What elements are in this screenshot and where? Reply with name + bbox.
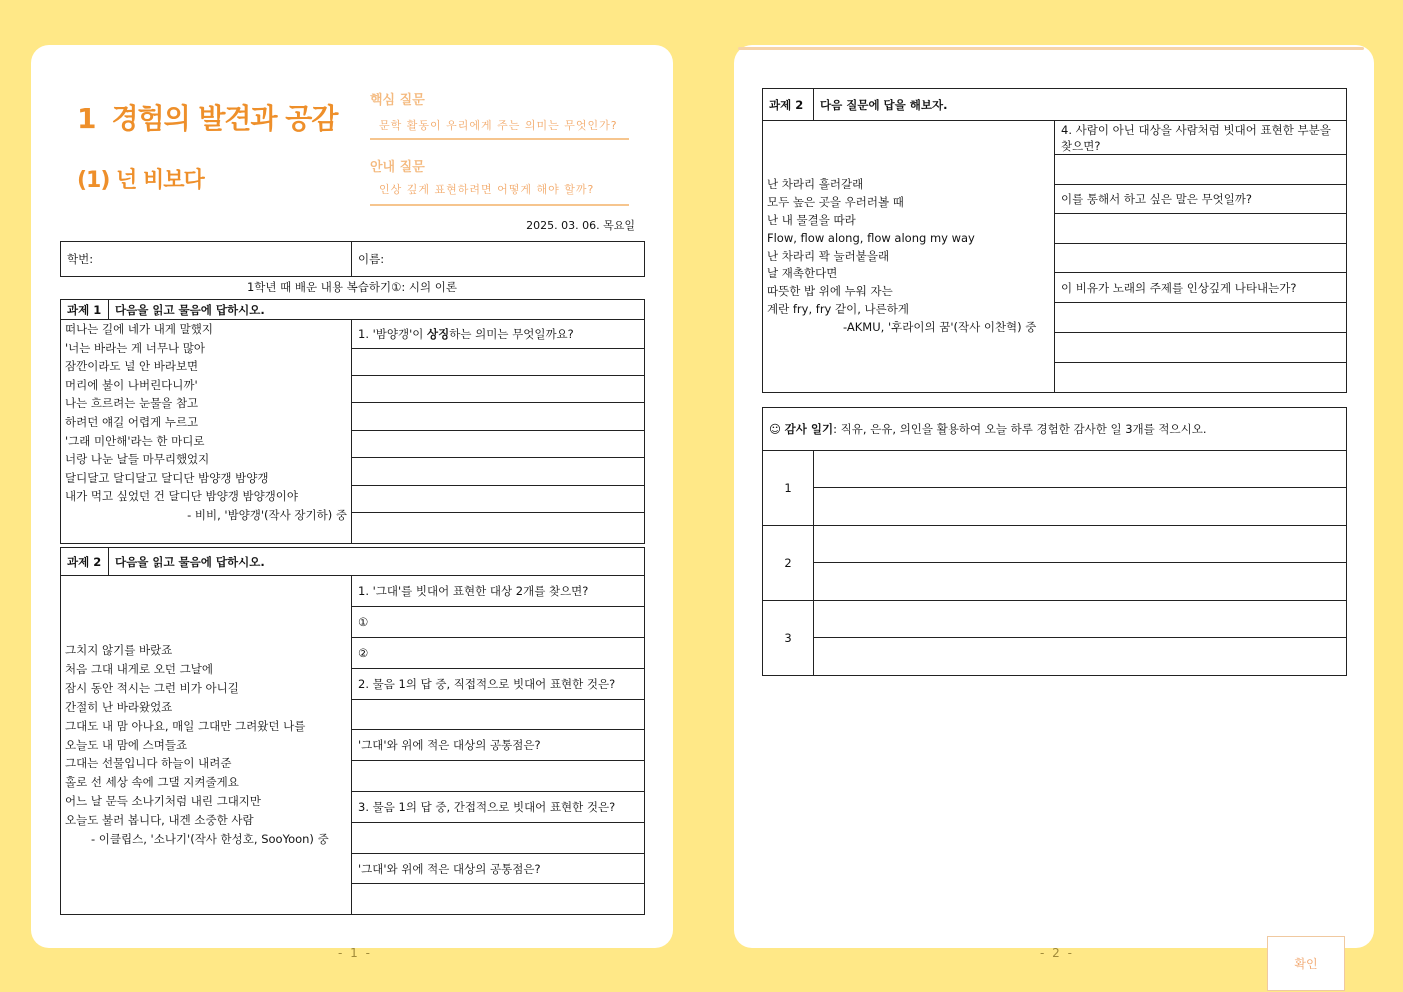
poem-line: 오늘도 불러 봅니다, 내겐 소중한 사람 (65, 813, 254, 828)
answer-mark-1[interactable]: ① (352, 607, 645, 638)
answer-line[interactable] (352, 376, 645, 403)
gratitude-instruction: : 직유, 은유, 의인을 활용하여 오늘 하루 경험한 감사한 일 3개를 적으시오. (833, 422, 1207, 436)
page-top-accent (738, 47, 1364, 50)
task2-question-3-sub: '그대'와 위에 적은 대상의 공통점은? (352, 854, 645, 884)
poem-line: 난 차라리 꽉 눌러붙을래 (767, 248, 890, 263)
poem-line: 모두 높은 곳을 우러러볼 때 (767, 195, 904, 210)
gratitude-diary-table (762, 407, 1347, 676)
task1-poem (61, 320, 352, 544)
name-label: 이름: (358, 252, 385, 266)
poem-line: 어느 날 문득 소나기처럼 내린 그대지만 (65, 794, 262, 809)
chapter-number: 1 (77, 102, 96, 135)
task2-instruction: 다음을 읽고 물음에 답하시오. (109, 548, 645, 576)
poem-line: '그래 미안해'라는 한 마디로 (65, 433, 205, 448)
core-question-underline (370, 138, 629, 140)
answer-line[interactable] (1055, 303, 1347, 333)
poem-line: 오늘도 내 맘에 스며들죠 (65, 737, 188, 752)
poem-line: 그대도 내 맘 아나요, 매일 그대만 그려왔던 나를 (65, 718, 306, 733)
task2-question-4: 4. 사람이 아닌 대상을 사람처럼 빗대어 표현한 부분을 찾으면? (1055, 121, 1347, 155)
answer-line[interactable] (352, 700, 645, 730)
worksheet-page-1 (31, 45, 673, 948)
task2-continued-table (762, 88, 1347, 393)
name-field[interactable] (352, 242, 645, 277)
gratitude-answer-line[interactable] (814, 638, 1347, 676)
task2-continued-tag: 과제 2 (763, 89, 814, 121)
poem-source: - 비비, '밤양갱'(작사 장기하) 중 (187, 507, 347, 522)
gratitude-answer-line[interactable] (814, 563, 1347, 601)
gratitude-row-number: 3 (763, 601, 814, 676)
task2-question-3: 3. 물음 1의 답 중, 간접적으로 빗대어 표현한 것은? (352, 792, 645, 823)
poem-source: -AKMU, '후라이의 꿈'(작사 이찬혁) 중 (843, 319, 1037, 334)
task2-question-2-sub: '그대'와 위에 적은 대상의 공통점은? (352, 730, 645, 761)
section-title: (1) 넌 비보다 (77, 168, 204, 193)
poem-line: 나는 흐르려는 눈물을 참고 (65, 396, 199, 411)
answer-line[interactable] (352, 884, 645, 915)
task2-poem (61, 576, 352, 915)
poem-line: 날 재촉한다면 (767, 266, 838, 281)
smile-icon: ☺ (769, 422, 781, 436)
answer-line[interactable] (352, 458, 645, 486)
chapter-title (77, 97, 337, 137)
confirm-button[interactable]: 확인 (1267, 936, 1345, 991)
gratitude-answer-line[interactable] (814, 601, 1347, 638)
answer-line[interactable] (352, 486, 645, 513)
poem-line: 난 차라리 흘러갈래 (767, 177, 864, 192)
guide-question-label: 안내 질문 (370, 160, 425, 175)
gratitude-row-number: 2 (763, 526, 814, 601)
gratitude-header (763, 408, 1347, 451)
task1-tag: 과제 1 (61, 300, 109, 320)
answer-mark-2[interactable]: ② (352, 638, 645, 669)
poem-line: 잠시 동안 적시는 그런 비가 아니길 (65, 680, 239, 695)
student-id-field[interactable] (61, 242, 352, 277)
chapter-title-text: 경험의 발견과 공감 (111, 102, 338, 135)
poem-line: 따뜻한 밥 위에 누워 자는 (767, 284, 893, 299)
poem-line: 내가 먹고 싶었던 건 달디단 밤양갱 밤양갱이야 (65, 489, 299, 504)
answer-line[interactable] (1055, 214, 1347, 244)
task1-question-1: 1. '밤양갱'이 상징하는 의미는 무엇일까요? (352, 320, 645, 349)
core-question-label: 핵심 질문 (370, 93, 425, 108)
answer-line[interactable] (1055, 333, 1347, 363)
task2-question-5: 이를 통해서 하고 싶은 말은 무엇일까? (1055, 185, 1347, 214)
poem-line: 그대는 선물입니다 하늘이 내려준 (65, 756, 232, 771)
poem-line: 달디달고 달디달고 달디단 밤양갱 밤양갱 (65, 470, 269, 485)
answer-line[interactable] (352, 823, 645, 854)
poem-line: 난 내 물결을 따라 (767, 213, 856, 227)
task2-question-2: 2. 물음 1의 답 중, 직접적으로 빗대어 표현한 것은? (352, 669, 645, 700)
answer-line[interactable] (352, 349, 645, 376)
task2-continued-instruction: 다음 질문에 답을 해보자. (814, 89, 1347, 121)
answer-line[interactable] (352, 431, 645, 458)
task1-table (60, 299, 645, 544)
worksheet-page-2 (734, 45, 1374, 948)
task2-tag: 과제 2 (61, 548, 109, 576)
task2-question-6: 이 비유가 노래의 주제를 인상깊게 나타내는가? (1055, 273, 1347, 303)
worksheet-date: 2025. 03. 06. 목요일 (526, 219, 635, 232)
review-caption: 1학년 때 배운 내용 복습하기①: 시의 이론 (246, 280, 458, 294)
poem-line: 간절히 난 바라왔었죠 (65, 699, 173, 714)
poem-line: 그치지 않기를 바랐죠 (65, 643, 173, 658)
answer-line[interactable] (352, 513, 645, 544)
answer-line[interactable] (1055, 155, 1347, 185)
gratitude-answer-line[interactable] (814, 488, 1347, 526)
poem-line: 머리에 불이 나버린다니까' (65, 377, 198, 392)
answer-line[interactable] (1055, 363, 1347, 393)
task2-question-1: 1. '그대'를 빗대어 표현한 대상 2개를 찾으면? (352, 576, 645, 607)
gratitude-row-number: 1 (763, 451, 814, 526)
gratitude-answer-line[interactable] (814, 526, 1347, 563)
gratitude-answer-line[interactable] (814, 451, 1347, 488)
poem-source: - 이클립스, '소나기'(작사 한성호, SooYoon) 중 (91, 832, 329, 847)
poem-line: Flow, flow along, flow along my way (767, 230, 975, 245)
answer-line[interactable] (352, 403, 645, 431)
student-id-label: 학번: (67, 252, 94, 266)
task2-continued-poem (763, 121, 1055, 393)
poem-line: 떠나는 길에 네가 내게 말했지 (65, 322, 213, 336)
page-number-1: - 1 - (338, 946, 372, 960)
guide-question-text: 인상 깊게 표현하려면 어떻게 해야 할까? (379, 183, 595, 196)
poem-line: '너는 바라는 게 너무나 많아 (65, 340, 205, 355)
task2-table (60, 547, 645, 915)
poem-line: 계란 fry, fry 같이, 나른하게 (767, 301, 909, 316)
core-question-text: 문학 활동이 우리에게 주는 의미는 무엇인가? (379, 119, 618, 132)
poem-line: 하려던 얘길 어렵게 누르고 (65, 414, 199, 429)
task1-instruction: 다음을 읽고 물음에 답하시오. (109, 300, 645, 320)
answer-line[interactable] (352, 761, 645, 792)
guide-question-underline (370, 204, 629, 206)
student-info-table (60, 241, 645, 277)
poem-line: 처음 그대 내게로 오던 그날에 (65, 661, 213, 676)
answer-line[interactable] (1055, 244, 1347, 273)
poem-line: 너랑 나눈 날들 마무리했었지 (65, 452, 210, 467)
gratitude-label: 감사 일기 (784, 422, 834, 436)
poem-line: 잠깐이라도 널 안 바라보면 (65, 359, 199, 374)
poem-line: 홀로 선 세상 속에 그댈 지켜줄게요 (65, 775, 239, 790)
page-number-2: - 2 - (1040, 946, 1074, 960)
